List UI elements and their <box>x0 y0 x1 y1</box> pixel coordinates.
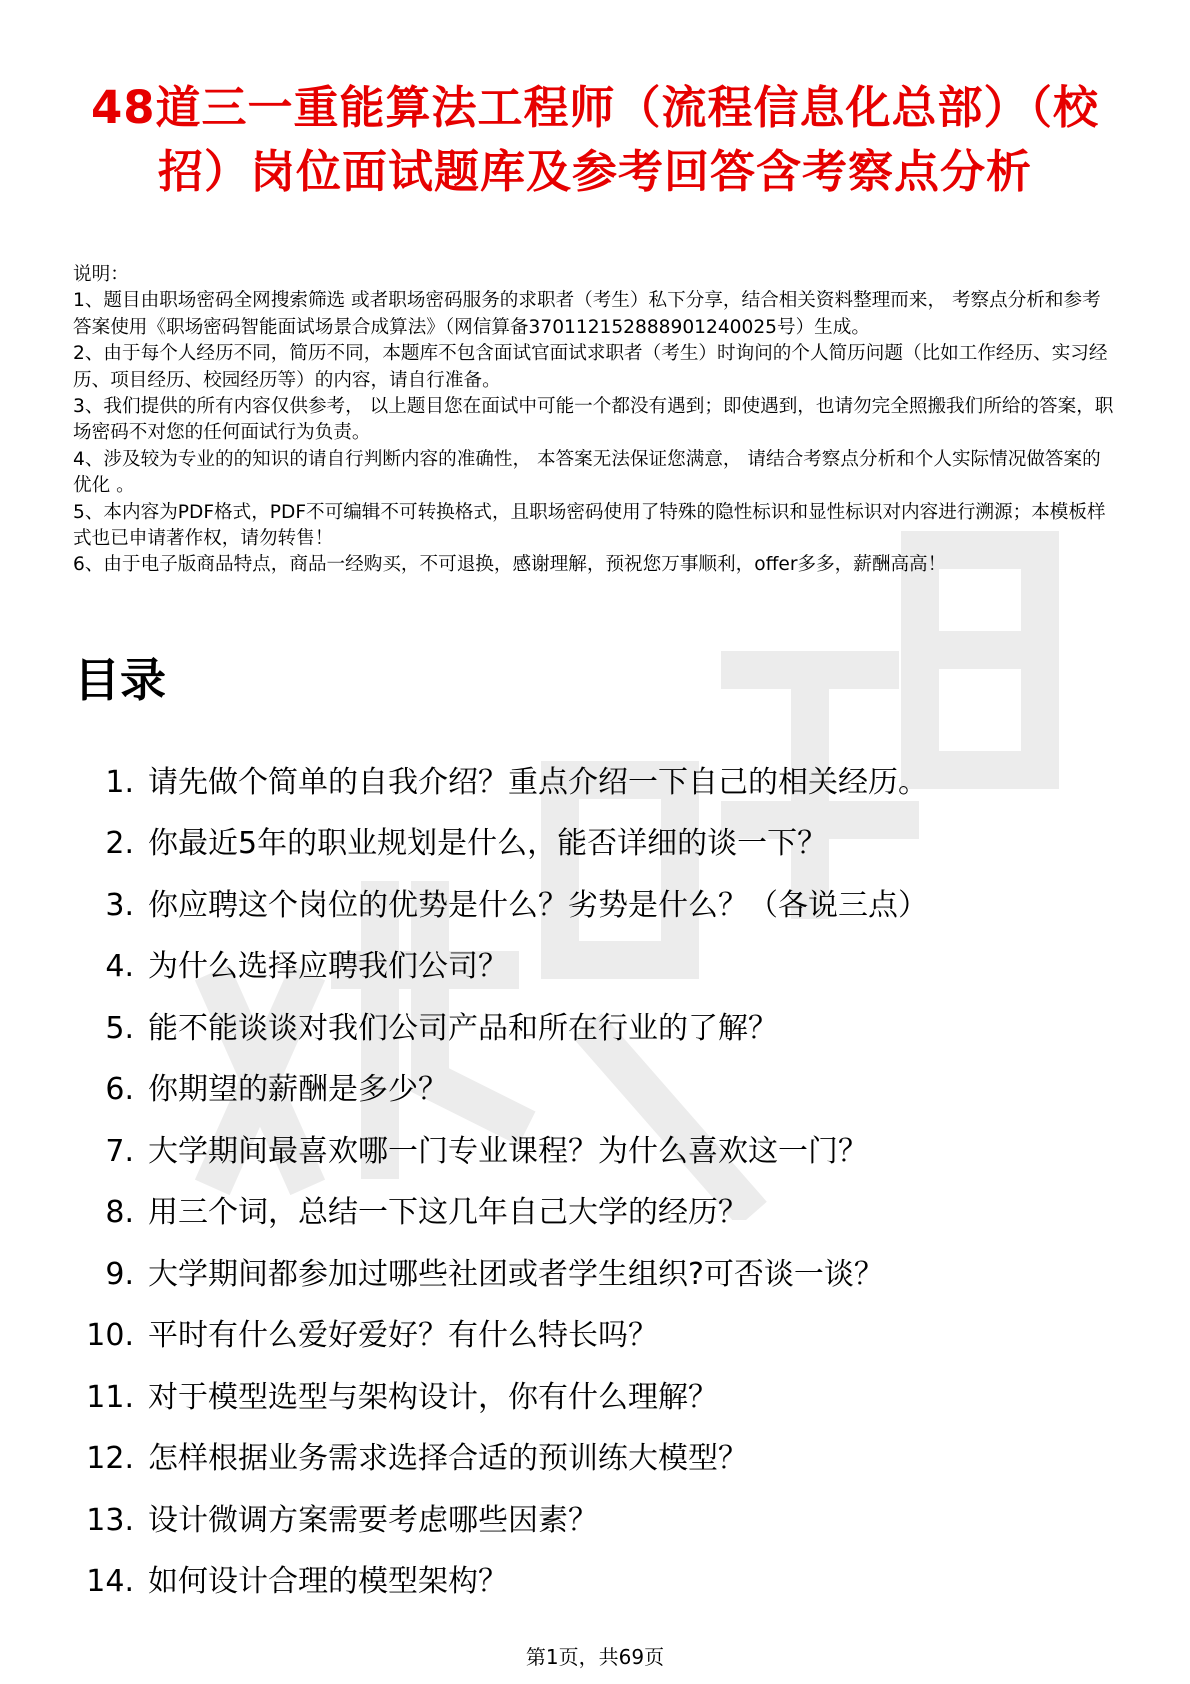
toc-item-text: 对于模型选型与架构设计，你有什么理解？ <box>148 1379 718 1415</box>
notes-heading: 说明： <box>73 264 129 285</box>
note-item: 3、我们提供的所有内容仅供参考， 以上题目您在面试中可能一个都没有遇到；即使遇到，也请勿完全照搬我们所给的答案，职场密码不对您的任何面试行为负责。 <box>73 396 1114 444</box>
toc-item-number: 1. <box>105 764 134 800</box>
toc-item-number: 6. <box>105 1072 134 1108</box>
note-item: 4、涉及较为专业的的知识的请自行判断内容的准确性， 本答案无法保证您满意， 请结合考察点分析和个人实际情况做答案的优化 。 <box>73 448 1101 497</box>
toc-item-text: 为什么选择应聘我们公司？ <box>148 949 508 985</box>
note-item: 1、题目由职场密码全网搜索筛选 或者职场密码服务的求职者（考生）私下分享，结合相关资料整理而来， 考察点分析和参考答案使用《职场密码智能面试场景合成算法》（网信算备370112152888901240025号）生成。 <box>73 290 1101 338</box>
toc-item[interactable] <box>40 1306 1140 1368</box>
toc-item[interactable] <box>40 1183 1140 1245</box>
toc-item[interactable] <box>40 1490 1140 1552</box>
toc-item-text: 大学期间都参加过哪些社团或者学生组织?可否谈一谈？ <box>148 1256 884 1292</box>
page-footer: 第1页，共69页 <box>525 1645 665 1669</box>
toc-item-number: 13. <box>86 1502 134 1538</box>
toc-item[interactable] <box>40 814 1140 876</box>
notes-section <box>73 262 1118 579</box>
toc-item-text: 怎样根据业务需求选择合适的预训练大模型？ <box>148 1441 748 1477</box>
note-item: 2、由于每个人经历不同，简历不同，本题库不包含面试官面试求职者（考生）时询问的个人简历问题（比如工作经历、实习经历、项目经历、校园经历等）的内容，请自行准备。 <box>73 343 1108 391</box>
toc-item-text: 大学期间最喜欢哪一门专业课程？为什么喜欢这一门？ <box>148 1133 868 1169</box>
toc-heading: 目录 <box>74 653 166 707</box>
note-item: 5、本内容为PDF格式，PDF不可编辑不可转换格式，且职场密码使用了特殊的隐性标识和显性标识对内容进行溯源；本模板样式也已申请著作权，请勿转售！ <box>73 501 1106 550</box>
toc-item-number: 5. <box>105 1010 134 1046</box>
toc-item[interactable] <box>40 998 1140 1060</box>
toc-item-number: 11. <box>86 1379 134 1415</box>
toc-item-text: 你最近5年的职业规划是什么，能否详细的谈一下？ <box>148 826 828 862</box>
toc-item-text: 设计微调方案需要考虑哪些因素？ <box>148 1502 598 1538</box>
toc-item-text: 用三个词，总结一下这几年自己大学的经历？ <box>148 1195 748 1231</box>
toc-item-number: 4. <box>105 949 134 985</box>
toc-item-text: 你应聘这个岗位的优势是什么？劣势是什么？（各说三点） <box>148 887 928 923</box>
toc-item-number: 9. <box>105 1256 134 1292</box>
note-item: 6、由于电子版商品特点，商品一经购买，不可退换，感谢理解，预祝您万事顺利，offer多多，薪酬高高！ <box>73 554 947 576</box>
toc-item-number: 2. <box>105 826 134 862</box>
toc-item[interactable] <box>40 1060 1140 1122</box>
toc-item[interactable] <box>40 752 1140 814</box>
toc-item-text: 如何设计合理的模型架构？ <box>148 1564 508 1600</box>
document-title: 48道三一重能算法工程师（流程信息化总部）（校招）岗位面试题库及参考回答含考察点分析 <box>90 81 1100 199</box>
toc-item-text: 你期望的薪酬是多少？ <box>148 1072 448 1108</box>
toc-item-text: 请先做个简单的自我介绍？重点介绍一下自己的相关经历。 <box>148 764 928 800</box>
toc-item[interactable] <box>40 1121 1140 1183</box>
toc-item[interactable] <box>40 1244 1140 1306</box>
toc-item-number: 10. <box>86 1318 134 1354</box>
toc-item-number: 3. <box>105 887 134 923</box>
toc-item[interactable] <box>40 937 1140 999</box>
toc-list <box>40 752 1140 1613</box>
toc-item-number: 8. <box>105 1195 134 1231</box>
toc-item-text: 能不能谈谈对我们公司产品和所在行业的了解？ <box>148 1010 778 1046</box>
toc-item-number: 12. <box>86 1441 134 1477</box>
toc-item-number: 7. <box>105 1133 134 1169</box>
toc-item[interactable] <box>40 1429 1140 1491</box>
toc-item[interactable] <box>40 1367 1140 1429</box>
toc-item[interactable] <box>40 875 1140 937</box>
toc-item[interactable] <box>40 1552 1140 1614</box>
toc-item-text: 平时有什么爱好爱好？有什么特长吗？ <box>148 1318 658 1354</box>
toc-item-number: 14. <box>86 1564 134 1600</box>
